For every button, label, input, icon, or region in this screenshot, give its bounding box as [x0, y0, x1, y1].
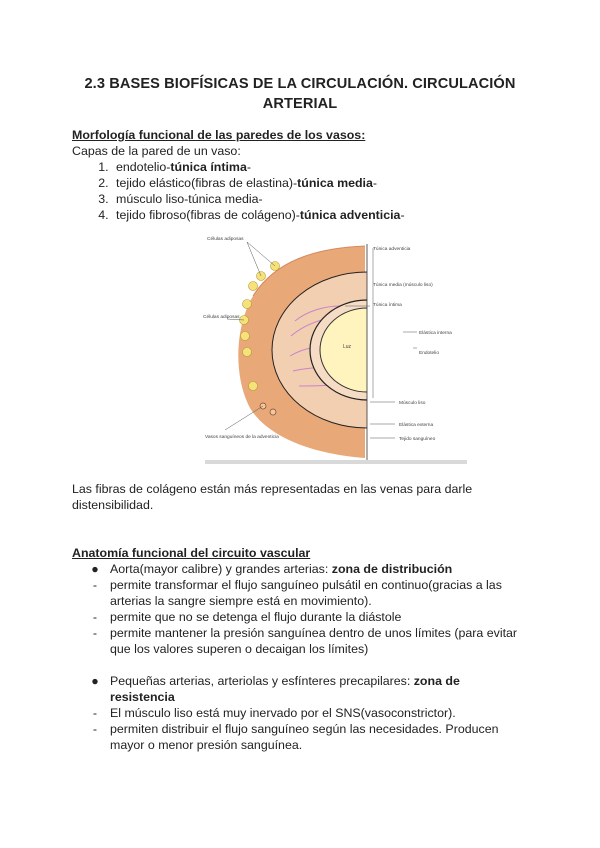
layer-item: 1. endotelio-túnica íntima- [112, 159, 405, 175]
label-tunica-media: Túnica media (músculo liso) [373, 283, 433, 288]
page-title: 2.3 BASES BIOFÍSICAS DE LA CIRCULACIÓN. CIRCULACIÓN ARTERIAL [84, 76, 516, 112]
collagen-paragraph: Las fibras de colágeno están más representadas en las venas para darle distensibilidad. [72, 482, 473, 512]
layer-item: 2. tejido elástico(fibras de elastina)-túnica media- [112, 175, 405, 191]
label-elastica-interna: Elástica interna [419, 331, 452, 336]
distribution-list [88, 561, 528, 657]
list-item: - permiten distribuir el flujo sanguíneo según las necesidades. Producen mayor o menor presión sanguínea. [92, 722, 499, 752]
layers-intro: Capas de la pared de un vaso: [72, 144, 241, 158]
label-endotelio: Endotelio [419, 351, 440, 356]
list-item: - permite que no se detenga el flujo durante la diástole [92, 610, 402, 624]
label-tejido-sanguineo: Tejido sanguíneo [399, 437, 436, 442]
layer-item: 3. músculo liso-túnica media- [112, 191, 405, 207]
label-luz: Luz [343, 344, 352, 350]
list-item: - El músculo liso está muy inervado por el SNS(vasoconstrictor). [92, 706, 456, 720]
label-musculo-liso: Músculo liso [399, 401, 426, 406]
layers-list [72, 159, 405, 223]
section-heading-morfologia: Morfología funcional de las paredes de los vasos: [72, 128, 366, 142]
layer-item: 4. tejido fibroso(fibras de colágeno)-túnica adventicia- [112, 207, 405, 223]
label-vasos-sanguineos: Vasos sanguíneos de la adventicia [205, 435, 279, 440]
label-elastica-externa: Elástica externa [399, 423, 434, 428]
vessel-wall-figure [195, 226, 480, 466]
label-tunica-intima: Túnica íntima [373, 303, 402, 308]
resistance-list [88, 673, 528, 753]
list-item-aorta: ● Aorta(mayor calibre) y grandes arterias: zona de distribución [91, 562, 453, 576]
label-tunica-adventicia: Túnica adventicia [373, 247, 411, 252]
label-celulas-adiposas-top: Células adiposas [207, 237, 244, 242]
list-item: - permite transformar el flujo sanguíneo pulsátil en continuo(gracias a las arterias la sangre siempre está en movimiento). [92, 578, 502, 608]
section-heading-anatomia: Anatomía funcional del circuito vascular [72, 546, 311, 560]
label-celulas-adiposas: Células adiposas [203, 315, 240, 320]
list-item: - permite mantener la presión sanguínea dentro de unos límites (para evitar que los valores superen o decaigan los límites) [92, 626, 518, 656]
list-item-arteriolas: ● Pequeñas arterias, arteriolas y esfínteres precapilares: zona de resistencia [91, 674, 460, 704]
